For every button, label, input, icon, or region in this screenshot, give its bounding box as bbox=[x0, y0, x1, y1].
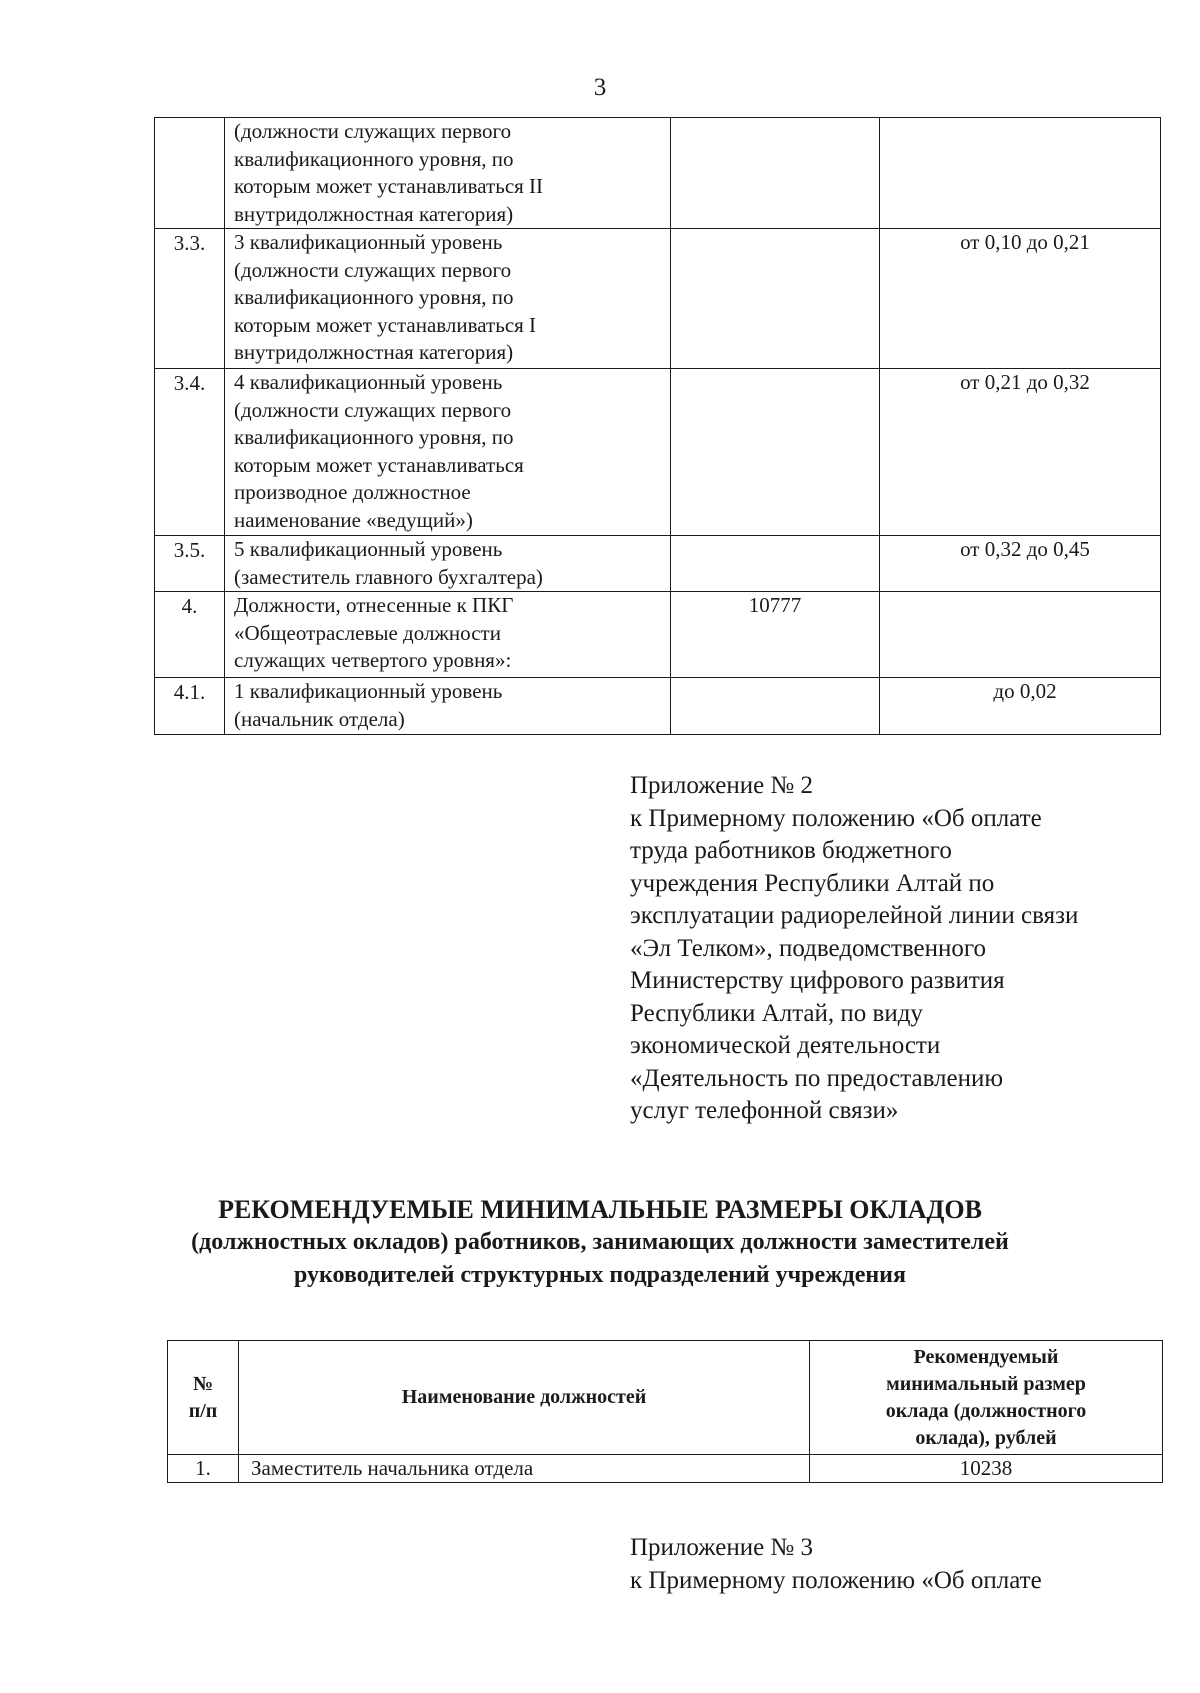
position-name-line: которым может устанавливаться bbox=[234, 452, 524, 477]
row-number bbox=[155, 118, 225, 229]
column-header-line: № bbox=[192, 1372, 214, 1395]
salary-coefficient-table bbox=[154, 117, 1161, 735]
column-header-line: оклада (должностного bbox=[885, 1399, 1087, 1422]
appendix-2-line: услуг телефонной связи» bbox=[630, 1097, 899, 1124]
position-name-line: Должности, отнесенные к ПКГ bbox=[234, 593, 514, 617]
column-header-line: Рекомендуемый bbox=[913, 1345, 1059, 1368]
position-name-line: (начальник отдела) bbox=[234, 706, 405, 731]
appendix-2-caption bbox=[630, 770, 1078, 1128]
position-name-line: наименование «ведущий») bbox=[234, 507, 473, 532]
position-name-line: 3 квалификационный уровень bbox=[234, 230, 503, 254]
table-row bbox=[155, 118, 1161, 229]
column-header-number bbox=[168, 1341, 239, 1455]
position-name-line: (должности служащих первого bbox=[234, 257, 512, 282]
appendix-3-line: Приложение № 3 bbox=[630, 1534, 814, 1561]
appendix-2-line: Республики Алтай, по виду bbox=[630, 999, 923, 1027]
base-salary bbox=[671, 229, 880, 369]
heading-line: руководителей структурных подразделений учреждения bbox=[294, 1262, 906, 1288]
appendix-3-line: к Примерному положению «Об оплате bbox=[630, 1566, 1042, 1594]
appendix-2-line: «Деятельность по предоставлению bbox=[630, 1064, 1004, 1092]
appendix-3-caption bbox=[630, 1532, 1042, 1597]
heading-line: РЕКОМЕНДУЕМЫЕ МИНИМАЛЬНЫЕ РАЗМЕРЫ ОКЛАДОВ bbox=[218, 1195, 982, 1224]
table-header-row bbox=[168, 1341, 1163, 1455]
table-row bbox=[155, 369, 1161, 536]
appendix-2-line: Приложение № 2 bbox=[630, 772, 814, 799]
row-number: 1. bbox=[168, 1455, 239, 1483]
position-name bbox=[225, 678, 671, 735]
table-row bbox=[155, 678, 1161, 735]
appendix-2-line: труда работников бюджетного bbox=[630, 837, 952, 864]
base-salary bbox=[671, 369, 880, 536]
deputy-salary-table bbox=[167, 1340, 1163, 1483]
column-header-line: минимальный размер bbox=[886, 1372, 1086, 1395]
section-heading bbox=[0, 1193, 1200, 1292]
coefficient: от 0,21 до 0,32 bbox=[880, 369, 1161, 536]
base-salary bbox=[671, 678, 880, 735]
position-name-line: 5 квалификационный уровень bbox=[234, 537, 503, 561]
position-name bbox=[225, 592, 671, 678]
column-header-name: Наименование должностей bbox=[239, 1341, 810, 1455]
position-name-line: внутридолжностная категория) bbox=[234, 201, 514, 226]
row-number: 3.5. bbox=[155, 536, 225, 592]
base-salary: 10238 bbox=[810, 1455, 1163, 1483]
position-name-line: производное должностное bbox=[234, 480, 471, 504]
position-name-line: внутридолжностная категория) bbox=[234, 340, 514, 364]
position-name-line: 4 квалификационный уровень bbox=[234, 370, 503, 394]
coefficient: от 0,32 до 0,45 bbox=[880, 536, 1161, 592]
position-name-line: которым может устанавливаться I bbox=[234, 312, 537, 337]
coefficient bbox=[880, 118, 1161, 229]
coefficient bbox=[880, 592, 1161, 678]
base-salary bbox=[671, 536, 880, 592]
page-number: 3 bbox=[593, 74, 607, 101]
position-name-line: которым может устанавливаться II bbox=[234, 174, 544, 198]
appendix-2-line: «Эл Телком», подведомственного bbox=[630, 934, 987, 962]
base-salary bbox=[671, 118, 880, 229]
table-row bbox=[168, 1455, 1163, 1483]
appendix-2-line: учреждения Республики Алтай по bbox=[630, 869, 995, 897]
row-number: 4.1. bbox=[155, 678, 225, 735]
position-name bbox=[225, 536, 671, 592]
table-row bbox=[155, 536, 1161, 592]
column-header-line: оклада), рублей bbox=[915, 1426, 1057, 1449]
table-row bbox=[155, 229, 1161, 369]
position-name-line: 1 квалификационный уровень bbox=[234, 679, 503, 703]
position-name: Заместитель начальника отдела bbox=[239, 1455, 810, 1483]
coefficient: до 0,02 bbox=[880, 678, 1161, 735]
position-name-line: квалификационного уровня, по bbox=[234, 425, 514, 449]
position-name-line: (должности служащих первого bbox=[234, 119, 512, 143]
position-name bbox=[225, 118, 671, 229]
position-name-line: «Общеотраслевые должности bbox=[234, 620, 501, 645]
row-number: 3.4. bbox=[155, 369, 225, 536]
appendix-2-line: к Примерному положению «Об оплате bbox=[630, 804, 1042, 832]
coefficient: от 0,10 до 0,21 bbox=[880, 229, 1161, 369]
position-name-line: квалификационного уровня, по bbox=[234, 146, 514, 171]
appendix-2-line: экономической деятельности bbox=[630, 1032, 941, 1059]
table-row bbox=[155, 592, 1161, 678]
position-name-line: квалификационного уровня, по bbox=[234, 285, 514, 309]
position-name-line: (заместитель главного бухгалтера) bbox=[234, 564, 543, 589]
position-name bbox=[225, 369, 671, 536]
base-salary: 10777 bbox=[671, 592, 880, 678]
position-name-line: (должности служащих первого bbox=[234, 397, 512, 422]
column-header-line: п/п bbox=[188, 1399, 218, 1422]
position-name bbox=[225, 229, 671, 369]
appendix-2-line: эксплуатации радиорелейной линии связи bbox=[630, 902, 1079, 929]
row-number: 4. bbox=[155, 592, 225, 678]
row-number: 3.3. bbox=[155, 229, 225, 369]
appendix-2-line: Министерству цифрового развития bbox=[630, 967, 1005, 994]
heading-line: (должностных окладов) работников, занимающих должности заместителей bbox=[191, 1229, 1009, 1255]
column-header-salary bbox=[810, 1341, 1163, 1455]
position-name-line: служащих четвертого уровня»: bbox=[234, 648, 512, 672]
